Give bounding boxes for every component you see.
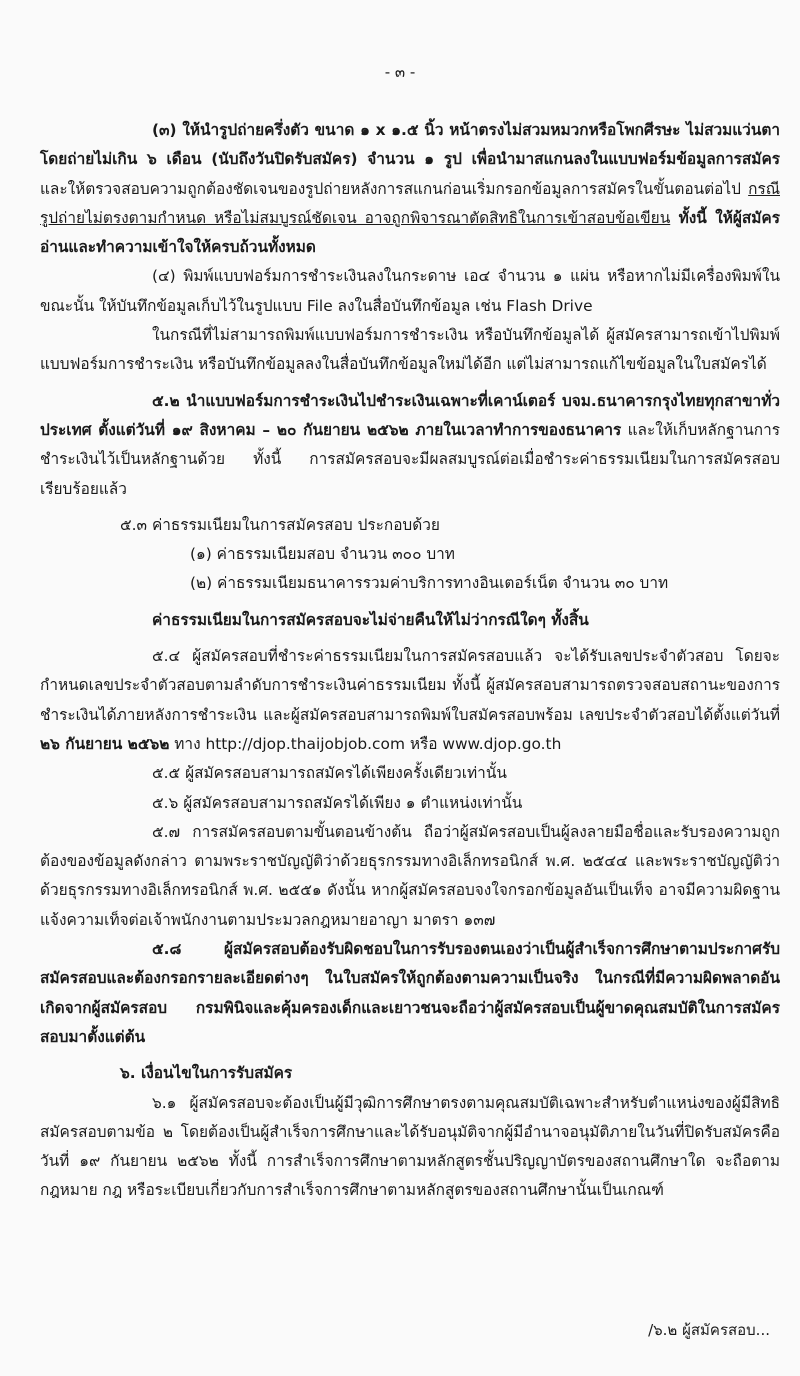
paragraph-qualifications: ๖.๑ ผู้สมัครสอบจะต้องเป็นผู้มีวุฒิการศึกษาตรงตามคุณสมบัติเฉพาะสำหรับตำแหน่งของผู้มีสิทธิสมัครสอบตามข้อ ๒ โดยต้องเป็นผู้สำเร็จการศึกษาและได้รับอนุมัติจากผู้มีอำนาจอนุมัติภายในวันที่ปิดรับสมัครคือวันที่ ๑๙ กันยายน ๒๕๖๒ ทั้งนี้ การสำเร็จการศึกษาตามหลักสูตรชั้นปริญญาบัตรของสถานศึกษาใด จะถือตามกฎหมาย กฎ หรือระเบียบเกี่ยวกับการสำเร็จการศึกษาตามหลักสูตรของสถานศึกษานั้นเป็นเกณฑ์ [40, 1093, 780, 1200]
paragraph-exam-number [40, 642, 780, 759]
photo-warning: กรณีรูปถ่ายไม่ตรงตามกำหนด หรือไม่สมบูรณ์ชัดเจน อาจถูกพิจารณาตัดสิทธิในการเข้าสอบข้อเขียน [40, 179, 780, 227]
paragraph-apply-once: ๕.๕ ผู้สมัครสอบสามารถสมัครได้เพียงครั้งเดียวเท่านั้น [152, 764, 507, 783]
continuation-note: /๖.๒ ผู้สมัครสอบ... [648, 1321, 770, 1339]
paragraph-one-position: ๕.๖ ผู้สมัครสอบสามารถสมัครได้เพียง ๑ ตำแหน่งเท่านั้น [152, 793, 523, 812]
payment-evidence: และให้เก็บหลักฐานการชำระเงินไว้เป็นหลักฐานด้วย ทั้งนี้ การสมัครสอบจะมีผลสมบูรณ์ต่อเมื่อชำระค่าธรรมเนียมในการสมัครสอบเรียบร้อยแล้ว [40, 420, 781, 498]
page-number: - ๓ - [384, 63, 416, 81]
photo-read-notice: ทั้งนี้ ให้ผู้สมัครอ่านและทำความเข้าใจให้ครบถ้วนทั้งหมด [40, 208, 780, 257]
fee-item-bank: (๒) ค่าธรรมเนียมธนาคารรวมค่าบริการทางอินเตอร์เน็ต จำนวน ๓๐ บาท [190, 574, 669, 593]
fee-item-exam: (๑) ค่าธรรมเนียมสอบ จำนวน ๓๐๐ บาท [190, 545, 455, 564]
document-body [40, 116, 780, 1206]
paragraph-self-certification: ๕.๘ ผู้สมัครสอบต้องรับผิดชอบในการรับรองตนเองว่าเป็นผู้สำเร็จการศึกษาตามประกาศรับสมัครสอบและต้องกรอกรายละเอียดต่างๆ ในใบสมัครให้ถูกต้องตามความเป็นจริง ในกรณีที่มีความผิดพลาดอันเกิดจากผู้สมัครสอบ กรมพินิจและคุ้มครองเด็กและเยาวชนจะถือว่าผู้สมัครสอบเป็นผู้ขาดคุณสมบัติในการสมัครสอบมาตั้งแต่ต้น [40, 940, 780, 1046]
paragraph-print-form: (๔) พิมพ์แบบฟอร์มการชำระเงินลงในกระดาษ เอ๔ จำนวน ๑ แผ่น หรือหากไม่มีเครื่องพิมพ์ในขณะนั้น ให้บันทึกข้อมูลเก็บไว้ในรูปแบบ File ลงในสื่อบันทึกข้อมูล เช่น Flash Drive [40, 267, 780, 315]
paragraph-fees-heading: ๕.๓ ค่าธรรมเนียมในการสมัครสอบ ประกอบด้วย [120, 515, 440, 534]
exam-number-date: ๒๖ กันยายน ๒๕๖๒ [40, 734, 170, 753]
paragraph-payment [40, 387, 780, 504]
exam-number-websites: ทาง http://djop.thaijobjob.com หรือ www.djop.go.th [169, 734, 562, 753]
paragraph-no-refund: ค่าธรรมเนียมในการสมัครสอบจะไม่จ่ายคืนให้ไม่ว่ากรณีใดๆ ทั้งสิ้น [152, 610, 589, 629]
paragraph-print-fallback: ในกรณีที่ไม่สามารถพิมพ์แบบฟอร์มการชำระเงิน หรือบันทึกข้อมูลได้ ผู้สมัครสามารถเข้าไปพิมพ์แบบฟอร์มการชำระเงิน หรือบันทึกข้อมูลลงในสื่อบันทึกข้อมูลใหม่ได้อีก แต่ไม่สามารถแก้ไขข้อมูลในใบสมัครได้ [40, 326, 780, 374]
photo-check-text: และให้ตรวจสอบความถูกต้องชัดเจนของรูปถ่ายหลังการสแกนก่อนเริ่มกรอกข้อมูลการสมัครในขั้นตอนต่อไป [40, 179, 749, 198]
exam-number-text: ๕.๔ ผู้สมัครสอบที่ชำระค่าธรรมเนียมในการสมัครสอบแล้ว จะได้รับเลขประจำตัวสอบ โดยจะกำหนดเลขประจำตัวสอบตามลำดับการชำระเงินค่าธรรมเนียม ทั้งนี้ ผู้สมัครสอบสามารถตรวจสอบสถานะของการชำระเงินได้ภายหลังการชำระเงิน และผู้สมัครสอบสามารถพิมพ์ใบสมัครสอบพร้อม เลขประจำตัวสอบได้ตั้งแต่วันที่ [40, 647, 780, 724]
section-heading-conditions: ๖. เงื่อนไขในการรับสมัคร [120, 1064, 293, 1083]
photo-requirements: (๓) ให้นำรูปถ่ายครึ่งตัว ขนาด ๑ x ๑.๕ นิ้ว หน้าตรงไม่สวมหมวกหรือโพกศีรษะ ไม่สวมแว่นตา โดยถ่ายไม่เกิน ๖ เดือน (นับถึงวันปิดรับสมัคร) จำนวน ๑ รูป เพื่อนำมาสแกนลงในแบบฟอร์มข้อมูลการสมัคร [40, 121, 780, 169]
paragraph-photo [40, 116, 780, 262]
paragraph-electronic-signature: ๕.๗ การสมัครสอบตามขั้นตอนข้างต้น ถือว่าผู้สมัครสอบเป็นผู้ลงลายมือชื่อและรับรองความถูกต้องของข้อมูลดังกล่าว ตามพระราชบัญญัติว่าด้วยธุรกรรมทางอิเล็กทรอนิกส์ พ.ศ. ๒๕๔๔ และพระราชบัญญัติว่าด้วยธุรกรรมทางอิเล็กทรอนิกส์ พ.ศ. ๒๕๕๑ ดังนั้น หากผู้สมัครสอบจงใจกรอกข้อมูลอันเป็นเท็จ อาจมีความผิดฐานแจ้งความเท็จต่อเจ้าพนักงานตามประมวลกฎหมายอาญา มาตรา ๑๓๗ [40, 822, 780, 929]
payment-instructions: ๕.๒ นำแบบฟอร์มการชำระเงินไปชำระเงินเฉพาะที่เคาน์เตอร์ บจม.ธนาคารกรุงไทยทุกสาขาทั่วประเทศ ตั้งแต่วันที่ ๑๙ สิงหาคม – ๒๐ กันยายน ๒๕๖๒ ภายในเวลาทำการของธนาคาร [40, 391, 780, 439]
